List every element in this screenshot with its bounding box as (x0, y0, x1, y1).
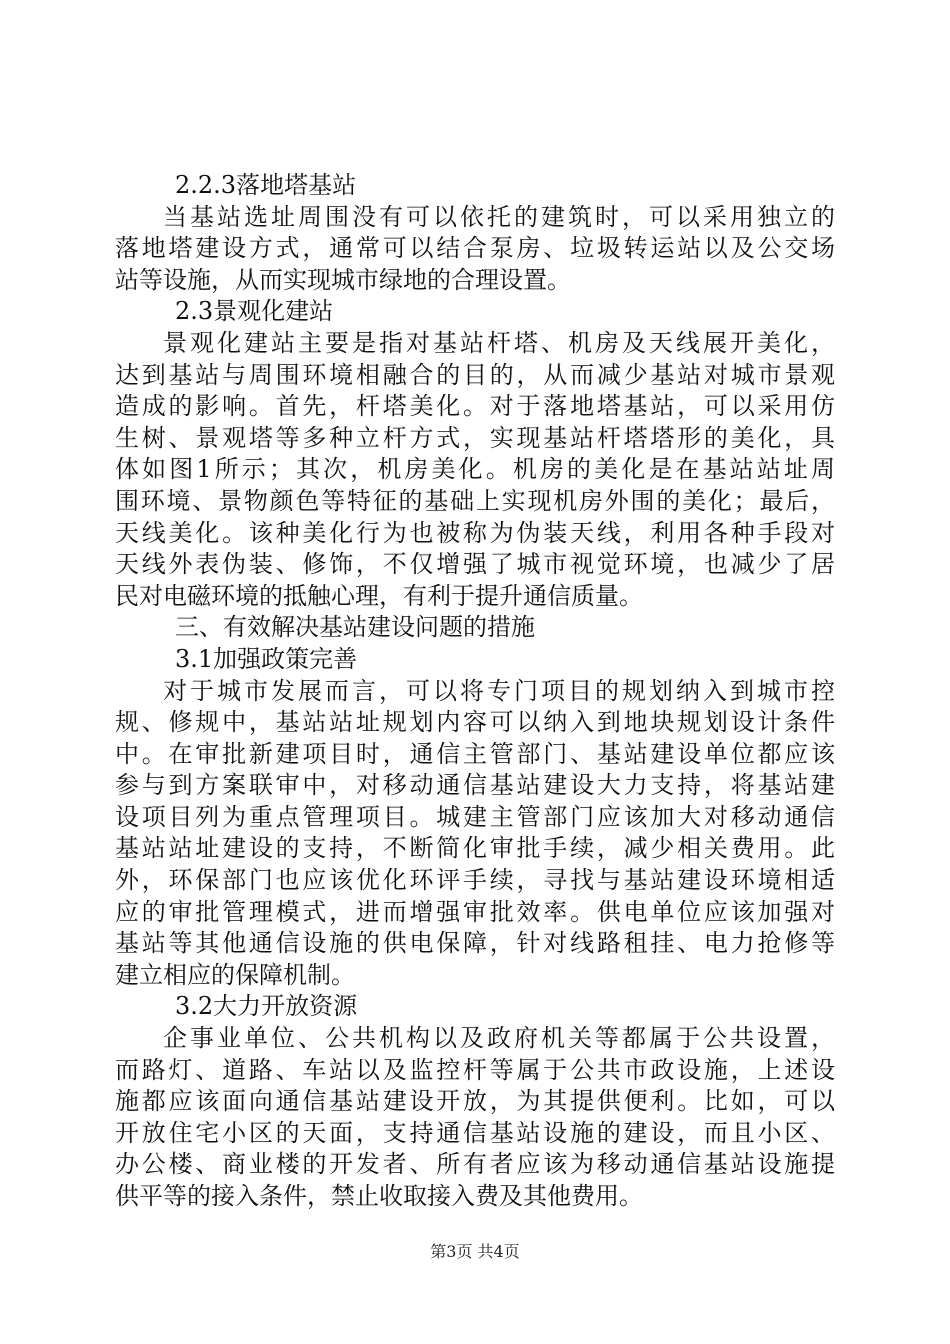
paragraph-line: 基站站址建设的支持，不断简化审批手续，减少相关费用。此 (115, 834, 835, 863)
section-heading: 3.2大力开放资源 (175, 992, 358, 1021)
paragraph-line: 当基站选址周围没有可以依托的建筑时，可以采用独立的 (163, 202, 835, 231)
paragraph-line: 施都应该面向通信基站建设开放，为其提供便利。比如，可以 (115, 1087, 835, 1116)
paragraph-line: 供平等的接入条件，禁止收取接入费及其他费用。 (115, 1182, 643, 1210)
page-footer (0, 1242, 950, 1262)
paragraph-line: 站等设施，从而实现城市绿地的合理设置。 (115, 265, 571, 294)
section-heading: 2.2.3落地塔基站 (175, 171, 357, 199)
paragraph-line: 企事业单位、公共机构以及政府机关等都属于公共设置， (163, 1024, 835, 1053)
paragraph-line: 天线外表伪装、修饰，不仅增强了城市视觉环境，也减少了居 (115, 550, 835, 579)
paragraph-line: 基站等其他通信设施的供电保障，针对线路租挂、电力抢修等 (115, 929, 835, 958)
page-number: 第3页 共4页 (430, 1242, 520, 1261)
paragraph-line: 外，环保部门也应该优化环评手续，寻找与基站建设环境相适 (115, 866, 835, 895)
section-heading: 三、有效解决基站建设问题的措施 (175, 613, 535, 642)
paragraph-line: 造成的影响。首先，杆塔美化。对于落地塔基站，可以采用仿 (115, 392, 835, 421)
paragraph-line: 围环境、景物颜色等特征的基础上实现机房外围的美化；最后， (115, 486, 835, 515)
paragraph-line: 应的审批管理模式，进而增强审批效率。供电单位应该加强对 (115, 897, 835, 926)
paragraph-line: 达到基站与周围环境相融合的目的，从而减少基站对城市景观 (115, 360, 835, 389)
paragraph-line: 景观化建站主要是指对基站杆塔、机房及天线展开美化， (163, 328, 835, 357)
paragraph-line: 开放住宅小区的天面，支持通信基站设施的建设，而且小区、 (115, 1118, 835, 1147)
paragraph-line: 对于城市发展而言，可以将专门项目的规划纳入到城市控 (163, 676, 835, 705)
paragraph-line: 体如图1所示；其次，机房美化。机房的美化是在基站站址周 (115, 455, 835, 484)
paragraph-line: 落地塔建设方式，通常可以结合泵房、垃圾转运站以及公交场 (115, 234, 835, 263)
paragraph-line: 中。在审批新建项目时，通信主管部门、基站建设单位都应该 (115, 739, 835, 768)
paragraph-line: 而路灯、道路、车站以及监控杆等属于公共市政设施，上述设 (115, 1055, 835, 1084)
paragraph-line: 参与到方案联审中，对移动通信基站建设大力支持，将基站建 (115, 771, 835, 800)
paragraph-line: 建立相应的保障机制。 (115, 960, 355, 989)
paragraph-line: 办公楼、商业楼的开发者、所有者应该为移动通信基站设施提 (115, 1150, 835, 1179)
paragraph-line: 生树、景观塔等多种立杆方式，实现基站杆塔塔形的美化，具 (115, 423, 835, 452)
section-heading: 3.1加强政策完善 (175, 644, 358, 673)
paragraph-line: 天线美化。该种美化行为也被称为伪装天线，利用各种手段对 (115, 518, 835, 547)
section-heading: 2.3景观化建站 (175, 297, 334, 326)
paragraph-line: 规、修规中，基站站址规划内容可以纳入到地块规划设计条件 (115, 708, 835, 737)
paragraph-line: 民对电磁环境的抵触心理，有利于提升通信质量。 (115, 581, 643, 610)
paragraph-line: 设项目列为重点管理项目。城建主管部门应该加大对移动通信 (115, 802, 835, 831)
document-body (115, 170, 835, 1213)
